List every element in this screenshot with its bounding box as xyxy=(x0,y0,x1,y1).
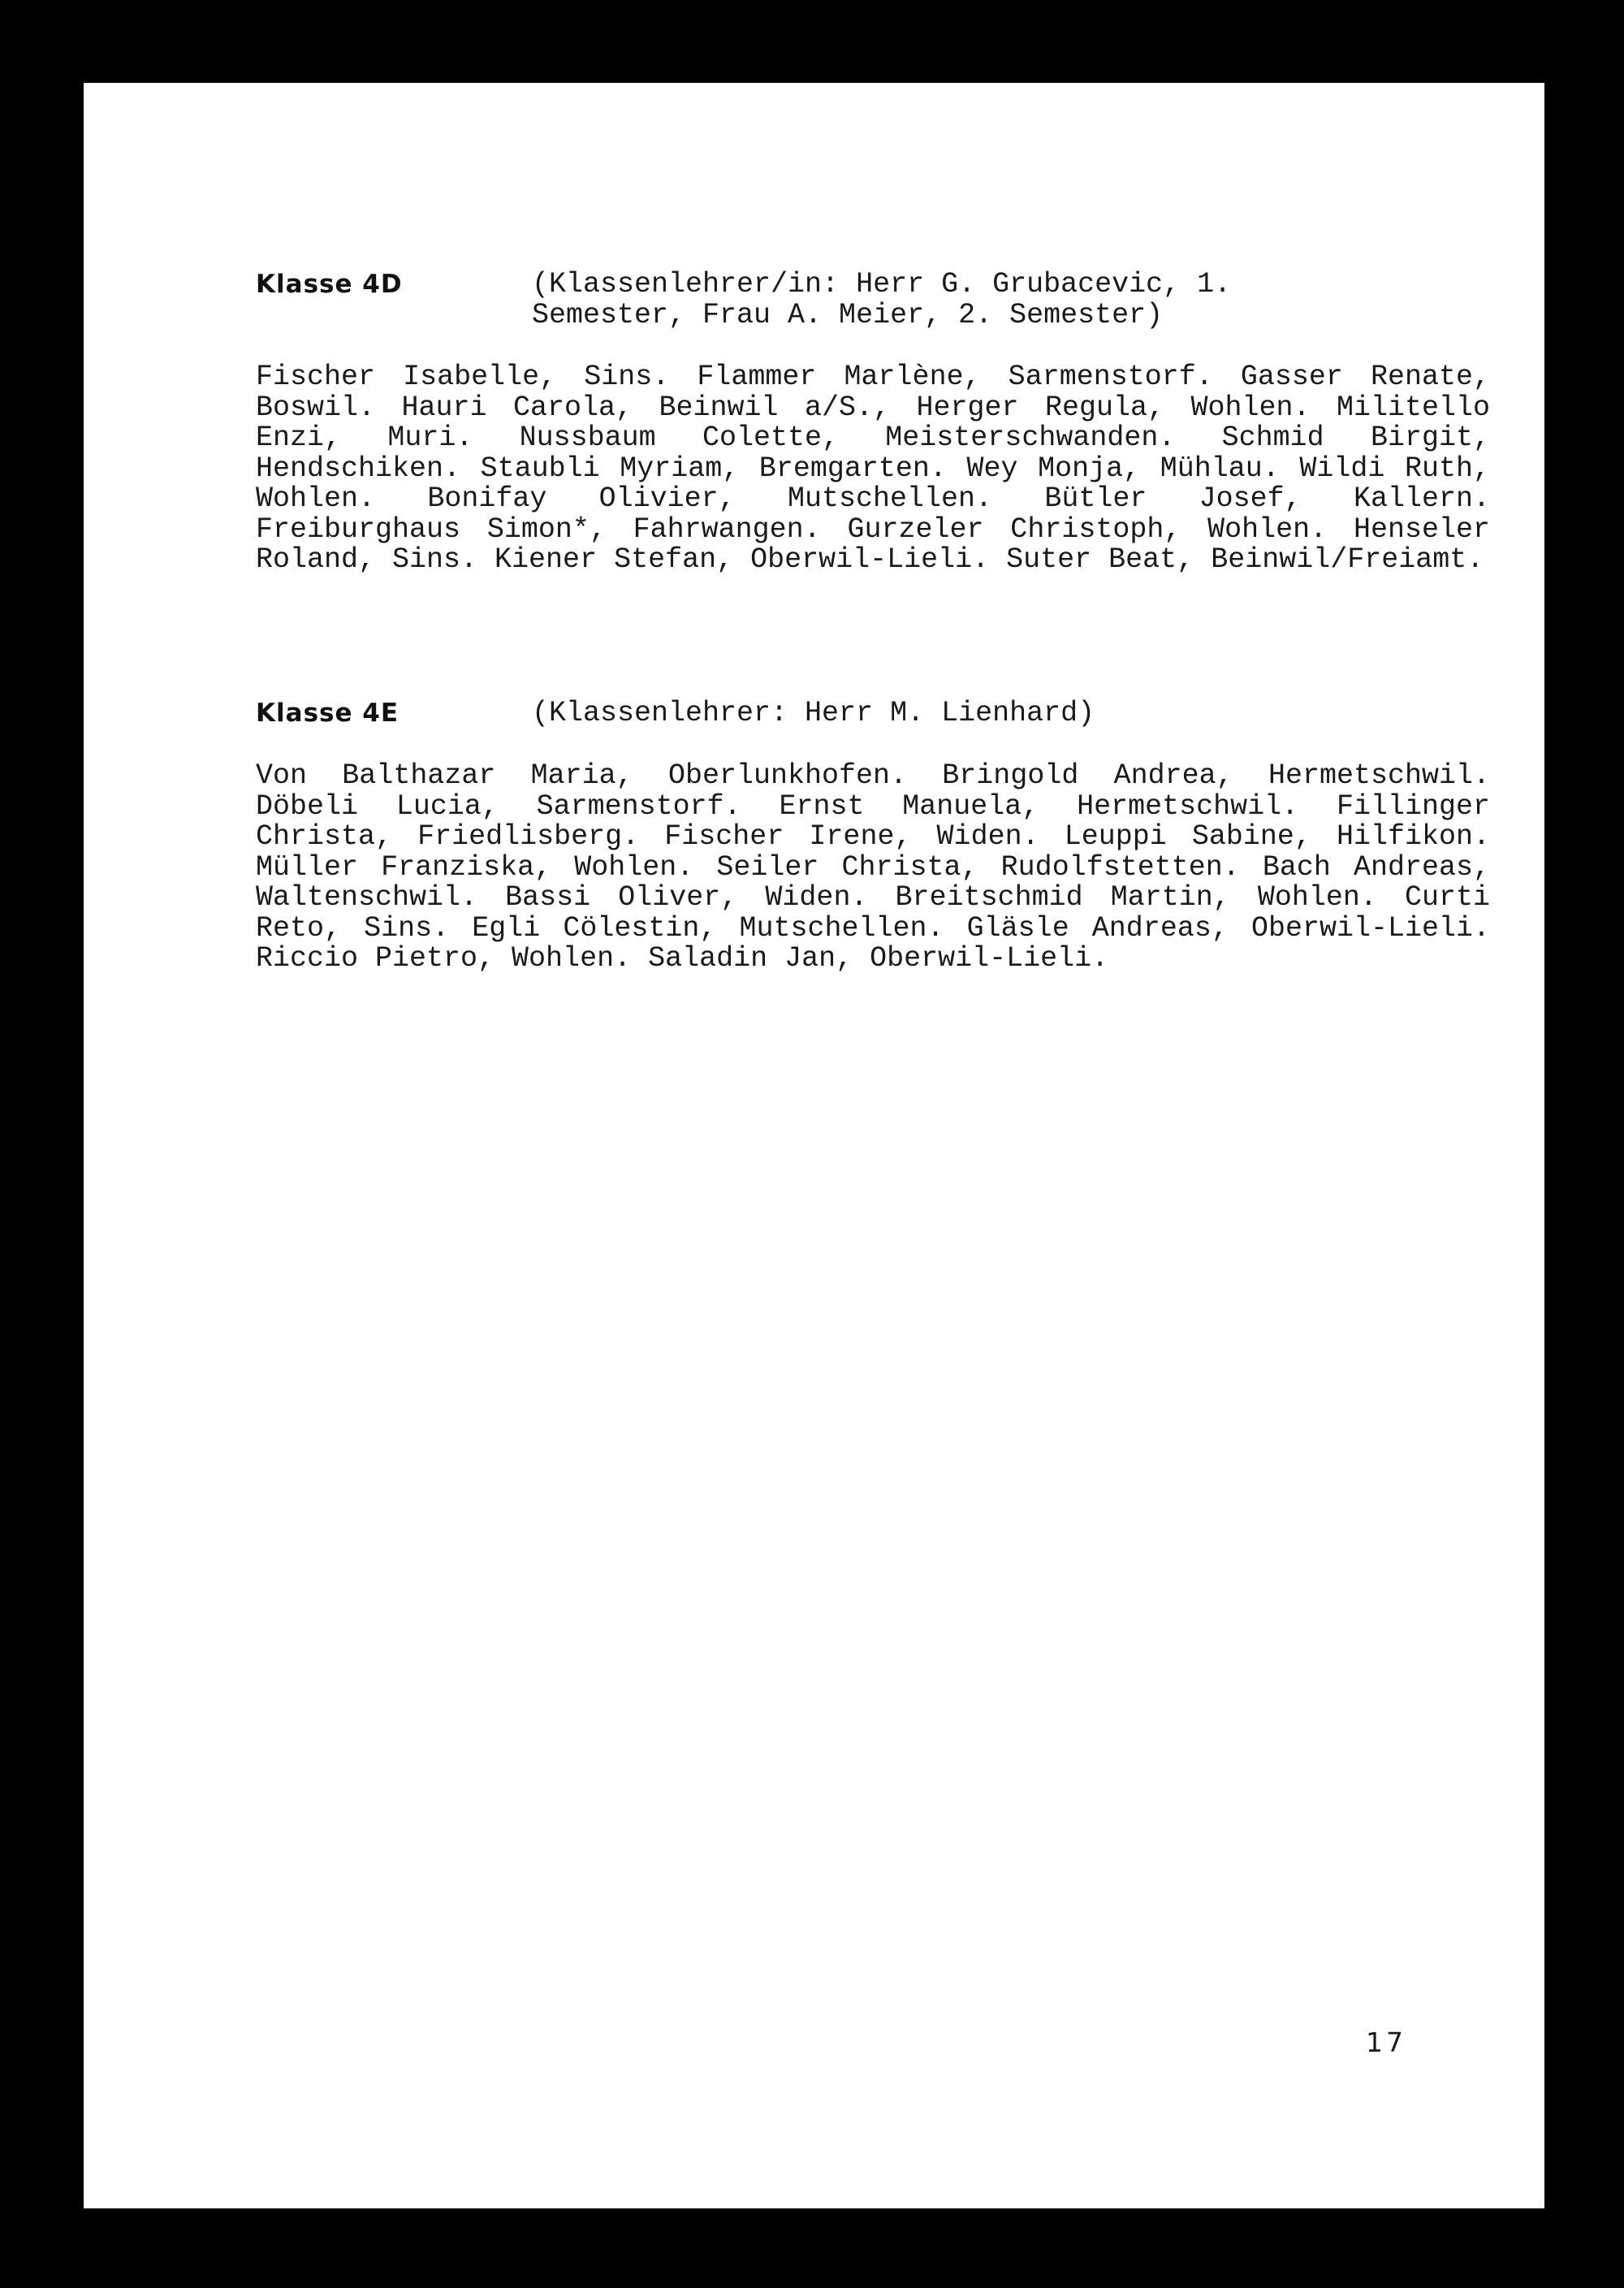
class-4d-teacher: (Klassenlehrer/in: Herr G. Grubacevic, 1. Semester, Frau A. Meier, 2. Semester) xyxy=(532,268,1232,331)
class-4e-students: Von Balthazar Maria, Oberlunkhofen. Bringold Andrea, Hermetschwil. Döbeli Lucia, Sarmenstorf. Ernst Manuela, Hermetschwil. Fillinger Christa, Friedlisberg. Fischer Irene, Widen. Leuppi Sabine, Hilfikon. Müller Franziska, Wohlen. Seiler Christa, Rudolfstetten. Bach Andreas, Waltenschwil. Bassi Oliver, Widen. Breitschmid Martin, Wohlen. Curti Reto, Sins. Egli Cölestin, Mutschellen. Gläsle Andreas, Oberwil-Lieli. Riccio Pietro, Wohlen. Saladin Jan, Oberwil-Lieli. xyxy=(256,759,1490,975)
page-number: 17 xyxy=(1366,2026,1406,2058)
document-page xyxy=(84,83,1544,2208)
class-4d-title: Klasse 4D xyxy=(256,270,403,299)
class-4e-teacher: (Klassenlehrer: Herr M. Lienhard) xyxy=(532,697,1095,729)
class-4e-title: Klasse 4E xyxy=(256,699,400,728)
class-4d-students: Fischer Isabelle, Sins. Flammer Marlène, Sarmenstorf. Gasser Renate, Boswil. Hauri Carola, Beinwil a/S., Herger Regula, Wohlen. Militello Enzi, Muri. Nussbaum Colette, Meisterschwanden. Schmid Birgit, Hendschiken. Staubli Myriam, Bremgarten. Wey Monja, Mühlau. Wildi Ruth, Wohlen. Bonifay Olivier, Mutschellen. Bütler Josef, Kallern. Freiburghaus Simon*, Fahrwangen. Gurzeler Christoph, Wohlen. Henseler Roland, Sins. Kiener Stefan, Oberwil-Lieli. Suter Beat, Beinwil/Freiamt. xyxy=(256,361,1490,576)
